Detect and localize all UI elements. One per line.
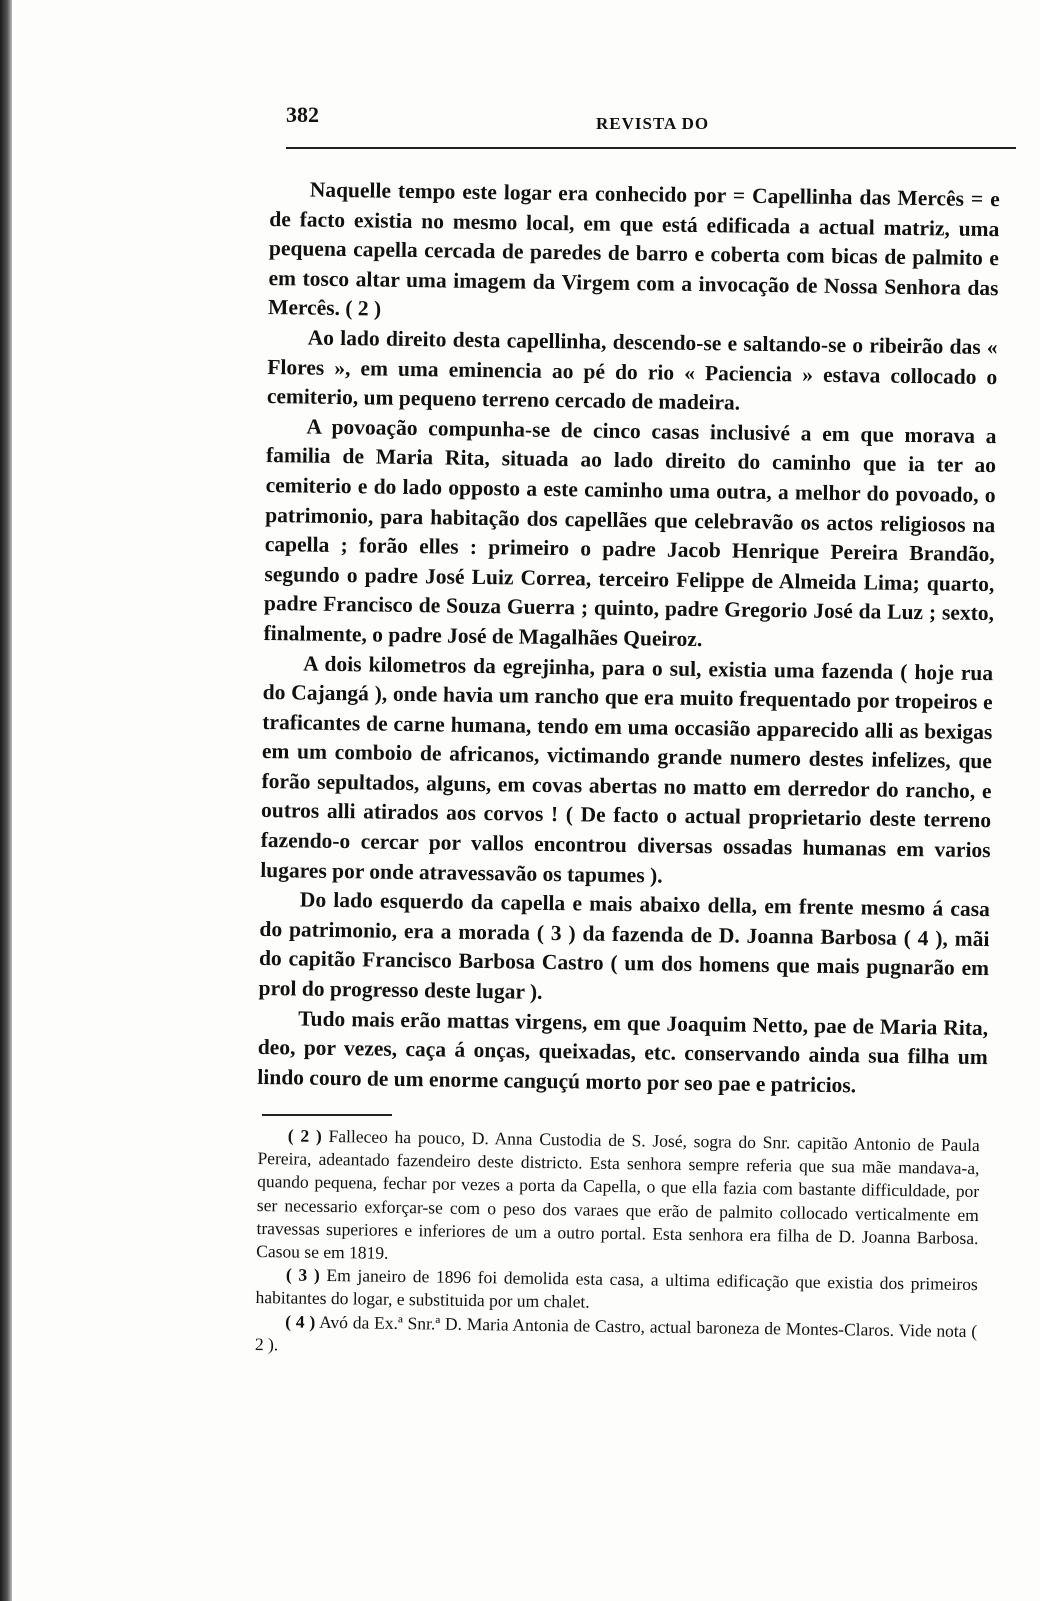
paragraph: Naquelle tempo este logar era conhecido por = Capellinha das Mercês = e de facto existia no mesmo local, em que está edificada a actual matriz, uma pequena capella cercada de paredes de barro e coberta com bicas de palmito e em tosco altar uma imagem da Virgem com a invocação de Nossa Senhora das Mercês. ( 2 ): [267, 177, 1000, 321]
footnote-rule: [262, 1114, 392, 1116]
paragraph: A povoação compunha-se de cinco casas inclusivé a em que morava a familia de Maria Rita, situada ao lado direito do caminho que ia ter ao cemiterio e do lado opposto a este caminho uma outra, a melhor do povoado, o patrimonio, para habitação dos capellães que celebravão os actos religiosos na capella ; forão elles : primeiro o padre Jacob Henrique Pereira Brandão, segundo o padre José Luiz Correa, terceiro Felippe de Almeida Lima; quarto, padre Francisco de Souza Guerra ; quinto, padre Gregorio José da Luz ; sexto, finalmente, o padre José de Magalhães Queiroz.: [263, 414, 997, 651]
footnote-text: Em janeiro de 1896 foi demolida esta casa, a ultima edificação que existia dos primeiros habitantes do logar, e substituida por um chalet.: [255, 1265, 978, 1313]
footnote: [255, 1310, 978, 1366]
main-text: [257, 175, 1000, 1103]
footnote-mark: ( 3 ): [285, 1264, 320, 1286]
footnote-text: Avó da Ex.ª Snr.ª D. Maria Antonia de Castro, actual baroneza de Montes-Claros. Vide nota ( 2 ).: [254, 1311, 978, 1355]
page-header: [286, 102, 1016, 142]
paragraph: Tudo mais erão mattas virgens, em que Joaquim Netto, pae de Maria Rita, deo, por vezes, caça á onças, queixadas, etc. conservando ainda sua filha um lindo couro de um enorme canguçú morto por seo pae e patricios.: [257, 1006, 989, 1098]
footnote-text: Falleceo ha pouco, D. Anna Custodia de S. José, sogra do Snr. capitão Antonio de Paula Pereira, adeantado fazendeiro deste districto. Esta senhora sempre referia que sua mãe mandava-a, quando pequena, fechar por vezes a porta da Capella, o que ella fazia com bastante difficuldade, por ser necessario exforçar-se com o peso dos varaes que erão de palmito collocado verticalmente em travessas superiores e inferiores de um a outro portal. Esta senhora era filha de D. Joanna Barbosa. Casou se em 1819.: [256, 1125, 980, 1263]
paragraph: A dois kilometros da egrejinha, para o sul, existia uma fazenda ( hoje rua do Cajangá ), onde havia um rancho que era muito frequentado por tropeiros e traficantes de carne humana, tendo em uma occasião apparecido alli as bexigas em um comboio de africanos, victimando grande numero destes infelizes, que forão sepultados, alguns, em covas abertas no matto em derredor do rancho, e outros alli atirados aos corvos ! ( De facto o actual proprietario deste terreno fazendo-o cercar por vallos encontrou diversas ossadas humanas em varios lugares por onde atravessavão os tapumes ).: [260, 651, 994, 888]
footnote: [256, 1124, 980, 1273]
paragraph: Do lado esquerdo da capella e mais abaixo della, em frente mesmo á casa do patrimonio, era a morada ( 3 ) da fazenda de D. Joanna Barbosa ( 4 ), mãi do capitão Francisco Barbosa Castro ( um dos homens que mais pugnarão em prol do progresso deste lugar ).: [258, 887, 990, 1004]
footnote-mark: ( 4 ): [285, 1311, 316, 1332]
header-rule: [286, 147, 1016, 149]
book-binding-edge: [0, 0, 12, 1601]
running-head: REVISTA DO: [596, 114, 710, 133]
footnote-mark: ( 2 ): [287, 1125, 322, 1146]
page-number: 382: [286, 102, 319, 127]
footnotes: [255, 1124, 980, 1366]
paragraph: Ao lado direito desta capellinha, descendo-se e saltando-se o ribeirão das « Flores », em uma eminencia ao pé do rio « Paciencia » estava collocado o cemiterio, um pequeno terreno cercado de madeira.: [266, 325, 998, 415]
